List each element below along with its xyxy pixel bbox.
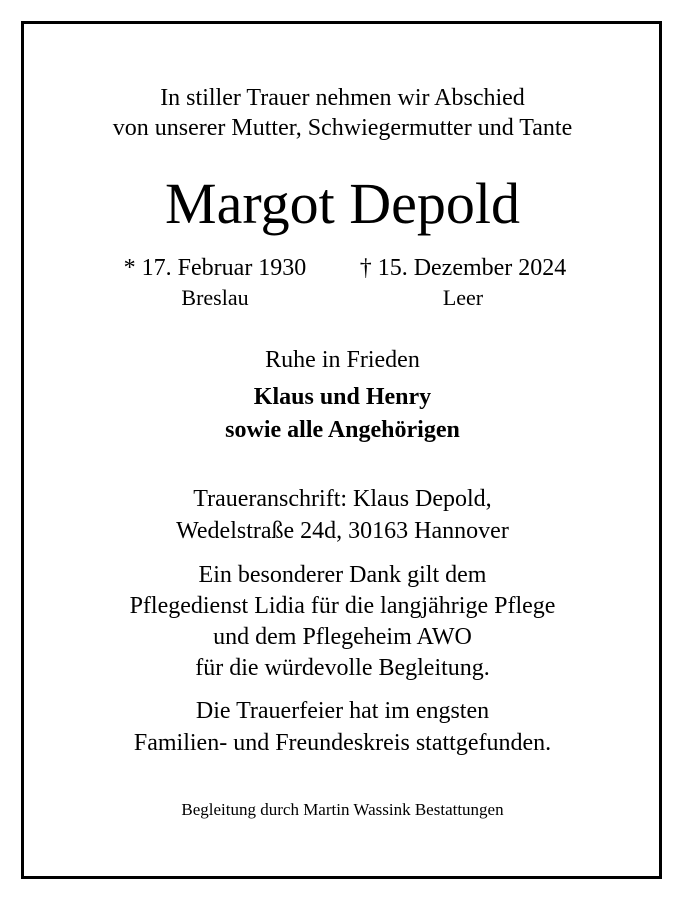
ceremony-line-1: Die Trauerfeier hat im engsten xyxy=(195,698,490,724)
thanks-line-2: Pflegedienst Lidia für die langjährige Pflege xyxy=(129,593,556,619)
birth-date: * 17. Februar 1930 xyxy=(123,255,307,281)
mourners-line-2: sowie alle Angehörigen xyxy=(225,417,460,443)
deceased-name: Margot Depold xyxy=(165,171,520,236)
intro-line-2: von unserer Mutter, Schwiegermutter und Tante xyxy=(112,115,573,141)
intro-line-1: In stiller Trauer nehmen wir Abschied xyxy=(160,85,525,111)
mourners-line-1: Klaus und Henry xyxy=(253,384,432,410)
thanks-line-3: und dem Pflegeheim AWO xyxy=(213,624,472,650)
death-date: † 15. Dezember 2024 xyxy=(359,255,567,281)
birth-place: Breslau xyxy=(181,285,249,310)
thanks-line-1: Ein besonderer Dank gilt dem xyxy=(198,562,487,588)
address-line-2: Wedelstraße 24d, 30163 Hannover xyxy=(176,518,509,544)
death-place: Leer xyxy=(442,285,484,310)
undertaker-credit: Begleitung durch Martin Wassink Bestattungen xyxy=(181,800,504,819)
address-line-1: Traueranschrift: Klaus Depold, xyxy=(193,486,492,512)
thanks-line-4: für die würdevolle Begleitung. xyxy=(195,655,490,681)
rest-in-peace: Ruhe in Frieden xyxy=(265,347,420,373)
ceremony-line-2: Familien- und Freundeskreis stattgefunden. xyxy=(133,730,552,756)
